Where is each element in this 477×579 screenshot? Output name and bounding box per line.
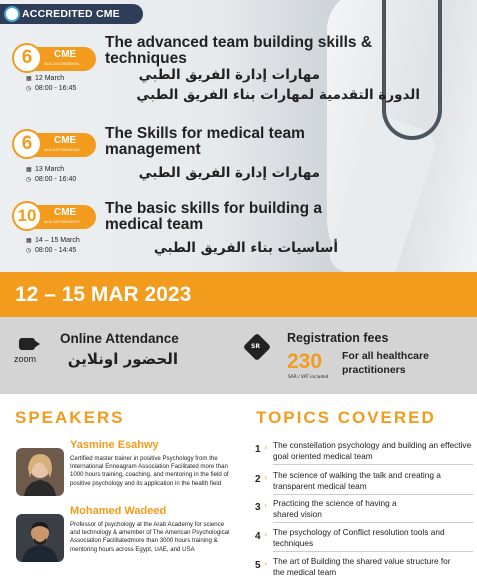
topic-number: 3 — [255, 502, 261, 513]
cme-badge — [14, 47, 96, 71]
topic-text: Practicing the science of having a shared vision — [273, 498, 397, 519]
arrow-icon: › — [264, 501, 268, 510]
course-time: 08:00 - 14:45 — [35, 247, 77, 254]
cme-number: 6 — [12, 129, 42, 159]
cme-number: 6 — [12, 43, 42, 73]
speaker-photo — [16, 448, 64, 496]
fees-price-note: SAR / VAT included — [288, 375, 329, 380]
cme-label: CME — [54, 207, 77, 218]
course-title: The basic skills for building a medical team — [105, 200, 323, 233]
cme-code: ACA-20230000042 — [44, 147, 80, 152]
arrow-icon: › — [264, 530, 268, 539]
topic-number: 2 — [255, 474, 261, 485]
topic-text: The art of Building the shared value structure for the medical team — [273, 556, 451, 577]
course-time: 08:00 - 16:40 — [35, 176, 77, 183]
course-arabic-title: أساسيات بناء الفريق الطبي — [153, 240, 338, 256]
cme-label: CME — [54, 135, 77, 146]
speaker-name: Yasmine Esahwy — [70, 439, 159, 451]
topic-text: The psychology of Conflict resolution tools and techniques — [273, 527, 445, 548]
speaker-bio: Certified master trainer in positive Psychology from the International Enneagram Association Facilitated more than 1000 hours training, coaching, and mentoring in the field of positive psychology and its application in the health field — [70, 455, 229, 487]
course-time: 08:00 - 16:45 — [35, 85, 77, 92]
stethoscope — [382, 0, 442, 140]
course-schedule — [26, 236, 80, 256]
fees-price: 230 — [287, 350, 323, 373]
course-arabic-title: مهارات إدارة الفريق الطبي — [138, 165, 320, 181]
course-title: The Skills for medical team management — [105, 125, 305, 158]
course-date: 14 – 15 March — [35, 237, 80, 244]
arrow-icon: › — [264, 443, 268, 452]
course-date: 12 March — [35, 75, 65, 82]
topic-text: The constellation psychology and building an effective goal oriented medical team — [273, 440, 472, 461]
topic-number: 4 — [255, 531, 261, 542]
course-arabic-title: مهارات إدارة الفريق الطبي — [138, 67, 320, 83]
divider — [273, 522, 473, 523]
cme-badge — [14, 205, 96, 229]
cme-code: ACA-20230000072 — [44, 219, 80, 224]
course-arabic-subtitle: الدورة التقدمية لمهارات بناء الفريق الطبي — [136, 87, 420, 103]
date-banner: 12 – 15 MAR 2023 — [0, 272, 477, 317]
accredited-badge — [0, 4, 143, 24]
calendar-icon: ▦ — [26, 238, 32, 244]
course-schedule — [26, 74, 76, 94]
divider — [273, 494, 473, 495]
clock-icon: ◷ — [26, 86, 32, 92]
course-title: The advanced team building skills & techniques — [105, 34, 373, 67]
speakers-heading: SPEAKERS — [15, 408, 125, 427]
speaker-photo — [16, 514, 64, 562]
fees-title: Registration fees — [287, 331, 389, 345]
arrow-icon: › — [264, 559, 268, 568]
speaker-name: Mohamed Wadeed — [70, 505, 167, 517]
fees-audience: For all healthcare practitioners — [342, 350, 429, 376]
course-date: 13 March — [35, 166, 65, 173]
topic-number: 1 — [255, 444, 261, 455]
accreditation-logo-icon — [4, 6, 20, 22]
price-tag-label: SR — [251, 343, 260, 350]
clock-icon: ◷ — [26, 248, 32, 254]
zoom-logo: zoom — [14, 354, 37, 364]
divider — [273, 551, 473, 552]
divider — [273, 464, 473, 465]
attendance-title: Online Attendance — [60, 331, 179, 346]
arrow-icon: › — [264, 473, 268, 482]
cme-code: ACA-20230000041 — [44, 61, 80, 66]
cme-number: 10 — [12, 201, 42, 231]
topic-number: 5 — [255, 560, 261, 571]
cme-badge — [14, 133, 96, 157]
topic-text: The science of walking the talk and creating a transparent medical team — [273, 470, 441, 491]
clock-icon: ◷ — [26, 177, 32, 183]
accredited-label: ACCREDITED CME — [22, 8, 120, 20]
cme-label: CME — [54, 49, 77, 60]
topics-heading: TOPICS COVERED — [256, 408, 436, 427]
calendar-icon: ▦ — [26, 76, 32, 82]
speaker-bio: Professor of psychology at the Arab Academy for science and technology & amember of The American Psychological Association Facilitatedmore than 3000 hours training & mentoring hours across Egypt, UAE, and USA — [70, 521, 230, 553]
course-schedule — [26, 165, 76, 185]
attendance-arabic: الحضور اونلاين — [67, 350, 178, 368]
calendar-icon: ▦ — [26, 167, 32, 173]
video-camera-icon — [19, 338, 35, 350]
